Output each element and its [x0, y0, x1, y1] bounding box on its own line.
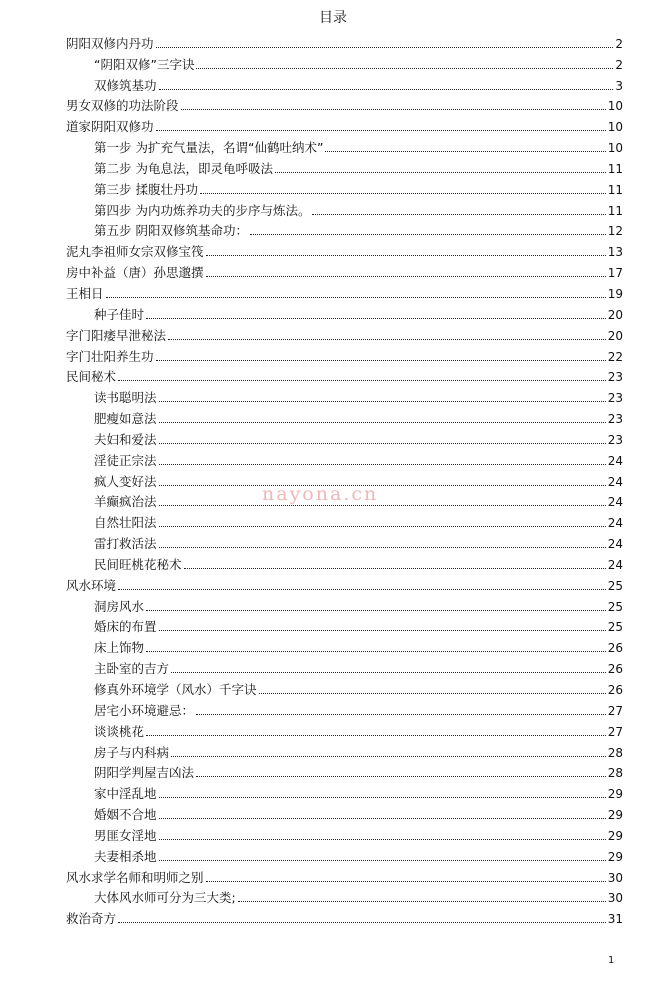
toc-entry-title: 婚床的布置 [94, 619, 157, 635]
toc-entry-page: 10 [607, 120, 623, 135]
toc-entry-page: 20 [607, 328, 623, 343]
dot-leader [146, 735, 606, 736]
dot-leader [196, 776, 606, 777]
toc-subentry[interactable] [66, 594, 623, 615]
toc-subentry[interactable] [66, 761, 623, 782]
dot-leader [206, 881, 606, 882]
dot-leader [206, 276, 606, 277]
toc-entry[interactable] [66, 573, 623, 594]
dot-leader [168, 339, 606, 340]
toc-entry-page: 22 [607, 349, 623, 364]
toc-entry-page: 11 [607, 161, 623, 176]
dot-leader [159, 443, 606, 444]
dot-leader [171, 756, 606, 757]
page-title: 目录 [319, 10, 347, 26]
toc-entry-page: 26 [607, 662, 623, 677]
toc-entry[interactable] [66, 323, 623, 344]
dot-leader [171, 672, 606, 673]
toc-entry[interactable] [66, 260, 623, 281]
toc-entry-page: 28 [607, 766, 623, 781]
toc-entry-page: 25 [607, 599, 623, 614]
toc-entry[interactable] [66, 906, 623, 927]
toc-entry-title: 雷打救活法 [94, 536, 157, 552]
dot-leader [159, 860, 606, 861]
dot-leader [312, 214, 605, 215]
toc-entry-title: 修真外环境学（风水）千字诀 [94, 682, 257, 697]
toc-entry-page: 26 [607, 683, 623, 697]
toc-entry-page: 29 [607, 808, 623, 823]
dot-leader [159, 526, 606, 527]
toc-subentry[interactable] [66, 740, 623, 761]
dot-leader [250, 234, 606, 235]
toc-entry-page: 24 [607, 495, 623, 510]
toc-subentry[interactable] [66, 615, 623, 636]
toc-entry-page: 11 [607, 203, 623, 218]
toc-entry-title: 自然壮阳法 [94, 515, 157, 531]
dot-leader [159, 505, 606, 506]
toc-subentry[interactable] [66, 823, 623, 844]
toc-entry-page: 24 [607, 516, 623, 531]
toc-subentry[interactable] [66, 73, 623, 94]
toc-entry-title: 道家阴阳双修功 [66, 119, 154, 135]
toc-entry-page: 10 [607, 141, 623, 156]
toc-subentry[interactable] [66, 198, 623, 219]
toc-entry-title: 风水环境 [66, 577, 117, 593]
table-of-contents [66, 31, 623, 927]
toc-entry-page: 19 [607, 286, 623, 301]
toc-entry-title: 床上饰物 [94, 640, 145, 656]
toc-entry-title: 夫妻相杀地 [94, 848, 157, 864]
toc-entry-title: 民间秘术 [66, 369, 117, 385]
toc-entry-page: 23 [607, 432, 623, 447]
toc-entry-title: 房中补益（唐）孙思邈撰 [66, 265, 204, 281]
toc-entry-page: 23 [607, 370, 623, 385]
dot-leader [159, 630, 606, 631]
toc-entry-title: 风水求学名师和明师之别 [66, 869, 204, 885]
toc-entry-title: 阴阳学判屋吉凶法 [94, 765, 195, 781]
toc-subentry[interactable] [66, 656, 623, 677]
toc-subentry[interactable] [66, 844, 623, 865]
toc-entry-title: 读书聪明法 [94, 390, 157, 406]
toc-entry-title: 男匪女淫地 [94, 827, 157, 843]
toc-entry-title: 婚姻不合地 [94, 807, 157, 823]
dot-leader [118, 380, 606, 381]
dot-leader [259, 693, 606, 694]
toc-entry-title: 羊癫疯治法 [94, 494, 157, 510]
watermark: nayona.cn [262, 483, 379, 505]
toc-entry-title: 家中淫乱地 [94, 786, 157, 802]
dot-leader [184, 568, 606, 569]
dot-leader [196, 714, 606, 715]
toc-entry-page: 25 [607, 620, 623, 635]
toc-entry-page: 29 [607, 828, 623, 843]
toc-entry-title: 阴阳双修内丹功 [66, 35, 154, 51]
dot-leader [146, 318, 606, 319]
dot-leader [106, 297, 606, 298]
dot-leader [181, 109, 606, 110]
toc-subentry[interactable] [66, 135, 623, 156]
toc-entry-title: 居宅小环境避忌： [94, 702, 195, 718]
dot-leader [159, 401, 606, 402]
toc-entry-title: 第三步 揉腹壮丹功 [94, 181, 198, 197]
toc-entry-page: 29 [607, 849, 623, 864]
dot-leader [200, 193, 606, 194]
toc-entry-page: 3 [615, 78, 623, 93]
toc-entry-title: 大体风水师可分为三大类; [94, 890, 236, 906]
toc-entry-page: 27 [607, 703, 623, 718]
toc-entry-title: 第二步 为龟息法，即灵龟呼吸法 [94, 160, 273, 176]
toc-entry-title: 夫妇和爱法 [94, 431, 157, 447]
toc-entry-page: 13 [607, 245, 623, 260]
toc-entry-page: 24 [607, 537, 623, 552]
toc-entry-title: 第一步 为扩充气量法，名谓“仙鹤吐纳术” [94, 140, 324, 156]
toc-entry[interactable] [66, 239, 623, 260]
toc-entry-title: 种子佳时 [94, 306, 145, 322]
toc-entry-page: 30 [607, 891, 623, 906]
toc-entry-title: 双修筑基功 [94, 77, 157, 93]
toc-subentry[interactable] [66, 219, 623, 240]
toc-subentry[interactable] [66, 886, 623, 907]
toc-entry-title: 救治奇方 [66, 911, 117, 927]
toc-entry[interactable] [66, 865, 623, 886]
toc-subentry[interactable] [66, 802, 623, 823]
toc-entry-title: 疯人变好法 [94, 473, 157, 489]
toc-subentry[interactable] [66, 781, 623, 802]
toc-entry-page: 28 [607, 745, 623, 760]
toc-subentry[interactable] [66, 156, 623, 177]
toc-subentry[interactable] [66, 698, 623, 719]
dot-leader [146, 610, 606, 611]
toc-entry-title: 洞房风水 [94, 598, 145, 614]
dot-leader [118, 922, 606, 923]
toc-entry-page: 25 [607, 578, 623, 593]
toc-entry-page: 20 [607, 307, 623, 322]
toc-entry-page: 10 [607, 99, 623, 114]
toc-subentry[interactable] [66, 406, 623, 427]
toc-entry-page: 24 [607, 474, 623, 489]
toc-entry-page: 30 [607, 870, 623, 885]
toc-subentry[interactable] [66, 427, 623, 448]
toc-entry-title: 肥瘦如意法 [94, 411, 157, 427]
toc-entry-title: 字门阳痿早泄秘法 [66, 327, 167, 343]
toc-entry-page: 23 [607, 391, 623, 406]
toc-entry-page: 2 [615, 57, 623, 72]
toc-entry-page: 12 [607, 224, 623, 239]
toc-entry-title: 主卧室的吉方 [94, 661, 170, 677]
dot-leader [146, 651, 606, 652]
dot-leader [159, 422, 606, 423]
toc-entry-title: 房子与内科病 [94, 744, 170, 760]
toc-subentry[interactable] [66, 635, 623, 656]
toc-entry-title: “阴阳双修”三字诀 [94, 56, 195, 72]
dot-leader [156, 130, 606, 131]
toc-subentry[interactable] [66, 510, 623, 531]
dot-leader [196, 68, 613, 69]
dot-leader [275, 172, 606, 173]
toc-subentry[interactable] [66, 677, 623, 698]
toc-subentry[interactable] [66, 52, 623, 73]
page-number: 1 [608, 955, 615, 966]
dot-leader [156, 47, 614, 48]
toc-entry-page: 2 [615, 36, 623, 51]
toc-subentry[interactable] [66, 719, 623, 740]
toc-entry-page: 24 [607, 453, 623, 468]
toc-subentry[interactable] [66, 448, 623, 469]
toc-subentry[interactable] [66, 177, 623, 198]
toc-subentry[interactable] [66, 385, 623, 406]
toc-entry-page: 29 [607, 787, 623, 802]
toc-entry-page: 26 [607, 641, 623, 656]
toc-entry-page: 23 [607, 412, 623, 427]
toc-entry-page: 31 [607, 912, 623, 927]
toc-subentry[interactable] [66, 531, 623, 552]
toc-entry-title: 民间旺桃花秘术 [94, 556, 182, 572]
dot-leader [325, 151, 605, 152]
dot-leader [159, 818, 606, 819]
toc-entry-page: 17 [607, 266, 623, 281]
toc-entry[interactable] [66, 94, 623, 115]
toc-entry-page: 11 [607, 182, 623, 197]
toc-entry-page: 24 [607, 557, 623, 572]
dot-leader [118, 589, 606, 590]
dot-leader [156, 360, 606, 361]
dot-leader [159, 797, 606, 798]
toc-entry[interactable] [66, 114, 623, 135]
toc-entry-title: 第四步 为内功炼养功夫的步序与炼法。 [94, 202, 311, 218]
dot-leader [206, 255, 606, 256]
toc-entry[interactable] [66, 31, 623, 52]
toc-entry-title: 泥丸李祖师女宗双修宝筏 [66, 244, 204, 260]
toc-subentry[interactable] [66, 552, 623, 573]
dot-leader [159, 547, 606, 548]
toc-entry[interactable] [66, 281, 623, 302]
toc-entry-title: 王相日 [66, 285, 104, 301]
dot-leader [159, 485, 606, 486]
toc-entry[interactable] [66, 344, 623, 365]
toc-entry-title: 淫徒正宗法 [94, 452, 157, 468]
dot-leader [159, 89, 614, 90]
toc-entry-title: 谈谈桃花 [94, 723, 145, 739]
toc-entry-title: 男女双修的功法阶段 [66, 98, 179, 114]
dot-leader [159, 839, 606, 840]
toc-entry[interactable] [66, 365, 623, 386]
toc-entry-title: 第五步 阴阳双修筑基命功： [94, 223, 248, 239]
toc-entry-page: 27 [607, 724, 623, 739]
toc-subentry[interactable] [66, 302, 623, 323]
dot-leader [159, 464, 606, 465]
toc-entry-title: 字门壮阳养生功 [66, 348, 154, 364]
dot-leader [238, 901, 606, 902]
